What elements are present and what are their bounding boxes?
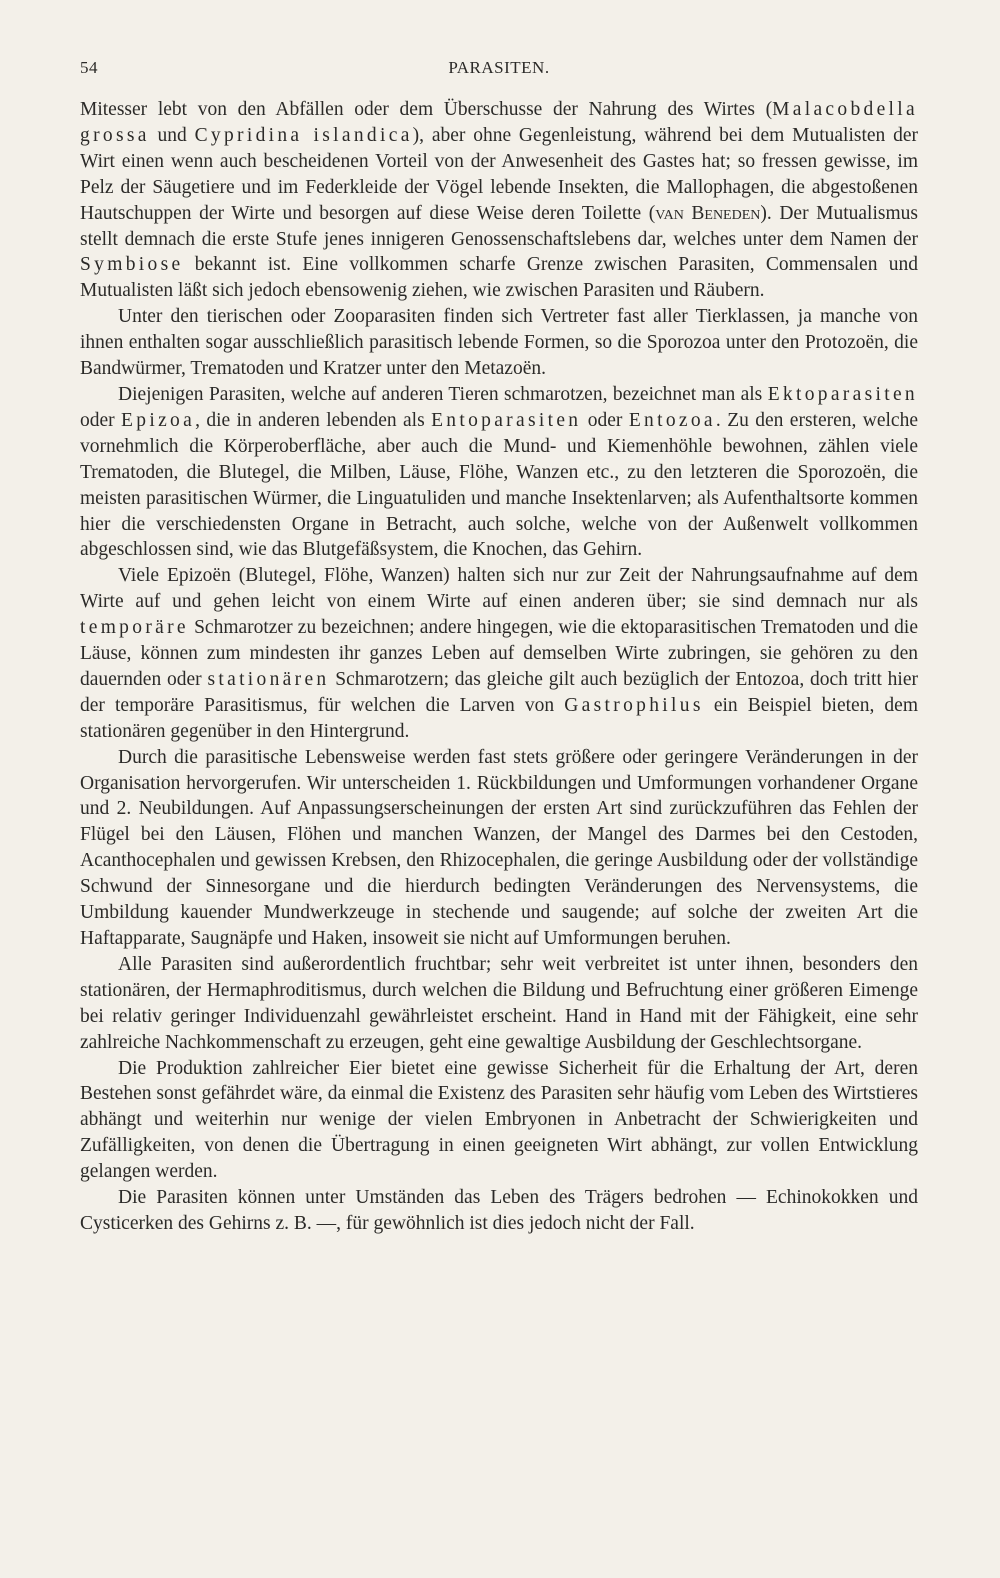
spaced-term: Epizoa	[121, 409, 196, 431]
paragraph-1	[80, 97, 918, 304]
text-run: Viele Epizoën (Blutegel, Flöhe, Wanzen) halten sich nur zur Zeit der Nahrungsaufnahme auf dem Wirte auf und gehen leicht von einem Wirte auf einen anderen über; sie sind demnach nur als	[80, 565, 918, 613]
spaced-term: Entozoa	[628, 409, 716, 431]
paragraph-7	[80, 1056, 918, 1186]
text-run: . Zu den ersteren, welche vornehmlich die Körperoberfläche, aber auch die Mund- und Kiemenhöhle bewohnen, zählen viele Trematoden, die Blutegel, die Milben, Läuse, Flöhe, Wanzen etc., zu den letzteren die Sporozoën, die meisten parasitischen Würmer, die Linguatuliden und manche Insektenlarven; als Aufenthaltsorte kommen hier die verschiedensten Organe in Betracht, auch solche, welche von der Außenwelt vollkommen abgeschlossen sind, wie das Blutgefäßsystem, die Knochen, das Gehirn.	[80, 409, 918, 561]
text-run: , die in anderen lebenden als	[195, 409, 432, 431]
spaced-term: Symbiose	[80, 254, 184, 276]
spaced-term: Cypridina islandica	[194, 124, 413, 146]
spaced-term: Entoparasiten	[431, 409, 582, 431]
spaced-term: Ektoparasiten	[767, 383, 918, 405]
text-run: Die Produktion zahlreicher Eier bietet eine gewisse Sicherheit für die Erhaltung der Art, deren Bestehen sonst gefährdet wäre, da einmal die Existenz des Parasiten sehr häufig vom Leben des Wirtstieres abhängt und weiterhin nur wenige der vielen Embryonen in Anbetracht der Schwierigkeiten und Zufälligkeiten, von denen die Übertragung in einen geeigneten Wirt abhängt, zur vollen Entwicklung gelangen werden.	[80, 1057, 918, 1183]
author-citation: van Beneden	[655, 202, 761, 224]
text-run: ), aber ohne Gegenleistung, während bei dem Mutualisten der Wirt einen wenn auch bescheidenen Vorteil von der Anwesenheit des Gastes hat; so fressen gewisse, im Pelz der Säugetiere und im Federkleide der Vögel lebende Insekten, die Mallophagen, die abgestoßenen Hautschuppen der Wirte und besorgen auf diese Weise deren Toilette (	[80, 124, 918, 224]
paragraph-6	[80, 952, 918, 1056]
spaced-term: stationären	[207, 668, 330, 690]
spaced-term: temporäre	[80, 617, 189, 639]
page-number: 54	[80, 58, 98, 77]
text-run: ). Der Mutualismus stellt demnach die erste Stufe jenes innigeren Genossenschaftslebens dar, welches unter dem Namen der	[80, 202, 918, 250]
text-run: Unter den tierischen oder Zooparasiten finden sich Vertreter fast aller Tierklassen, ja manche von ihnen enthalten sogar ausschließlich parasitisch lebende Formen, so die Sporozoa unter den Protozoën, die Bandwürmer, Trematoden und Kratzer unter den Metazoën.	[80, 306, 918, 380]
spaced-term: Gastrophilus	[564, 694, 704, 716]
running-title: PARASITEN.	[448, 58, 550, 77]
spaced-term: Malacobdella grossa	[80, 99, 918, 146]
text-run: ein Beispiel bieten, dem stationären gegenüber in den Hintergrund.	[80, 694, 919, 742]
paragraph-8	[80, 1185, 918, 1237]
text-run: Durch die parasitische Lebensweise werden fast stets größere oder geringere Veränderungen in der Organisation hervorgerufen. Wir unterscheiden 1. Rückbildungen und Umformungen vorhandener Organe und 2. Neubildungen. Auf Anpassungserscheinungen der ersten Art sind zurückzuführen das Fehlen der Flügel bei den Läusen, Flöhen und manchen Wanzen, der Mangel des Darmes bei den Cestoden, Acanthocephalen und gewissen Krebsen, den Rhizocephalen, die geringe Ausbildung oder der vollständige Schwund der Sinnesorgane und die hierdurch bedingten Veränderungen des Nervensystems, die Umbildung kauender Mundwerkzeuge in stechende und saugende; auf solche der zweiten Art die Haftapparate, Saugnäpfe und Haken, insoweit sie nicht auf Umformungen beruhen.	[80, 746, 918, 949]
text-run: oder	[80, 409, 122, 431]
text-run: und	[149, 124, 195, 146]
text-run: oder	[581, 409, 629, 431]
running-head	[80, 58, 918, 82]
text-run: Diejenigen Parasiten, welche auf anderen Tieren schmarotzen, bezeichnet man als	[118, 383, 768, 405]
paragraph-2	[80, 304, 918, 382]
text-run: Schmarotzern; das gleiche gilt auch bezüglich der Entozoa, doch tritt hier der temporäre Parasitismus, für welchen die Larven von	[80, 668, 918, 716]
text-run: Mitesser lebt von den Abfällen oder dem Überschusse der Nahrung des Wirtes (	[80, 99, 773, 120]
text-run: bekannt ist. Eine vollkommen scharfe Grenze zwischen Parasiten, Commensalen und Mutualisten läßt sich jedoch ebensowenig ziehen, wie zwischen Parasiten und Räubern.	[80, 254, 918, 302]
text-run: Die Parasiten können unter Umständen das Leben des Trägers bedrohen — Echinokokken und Cysticerken des Gehirns z. B. —, für gewöhnlich ist dies jedoch nicht der Fall.	[80, 1187, 918, 1234]
text-run: Schmarotzer zu bezeichnen; andere hingegen, wie die ektoparasitischen Trematoden und die Läuse, können zum mindesten ihr ganzes Leben auf demselben Wirte zubringen, sie gehören zu den dauernden oder	[80, 617, 918, 690]
text-run: Alle Parasiten sind außerordentlich fruchtbar; sehr weit verbreitet ist unter ihnen, besonders den stationären, der Hermaphroditismus, durch welchen die Bildung und Befruchtung einer größeren Eimenge bei relativ geringer Individuenzahl gewährleistet erscheint. Hand in Hand mit der Fähigkeit, eine sehr zahlreiche Nachkommenschaft zu erzeugen, geht eine gewaltige Ausbildung der Geschlechtsorgane.	[80, 953, 918, 1053]
paragraph-5	[80, 745, 918, 952]
paragraph-4	[80, 563, 918, 744]
body-text	[80, 97, 918, 1237]
paragraph-3	[80, 382, 918, 563]
